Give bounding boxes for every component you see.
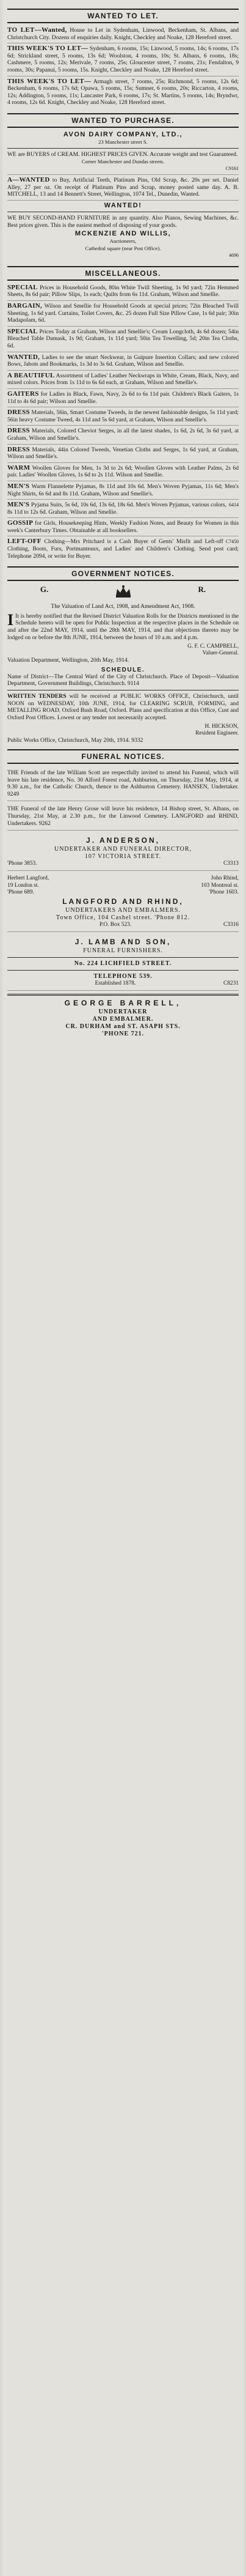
schedule-body: Name of District—The Central Ward of the City of Christchurch. Place of Deposit—Valuation Department, Government Buildings, Christchurch. — [7, 673, 239, 687]
ad-text: Warm Flannelette Pyjamas, 8s 11d and 10s 6d. Men's Woven Pyjamas, 11s 6d; Men's Night Shirts, 6s 6d and 8s 11d. Graham, Wilson and Smellie's. — [7, 483, 239, 497]
ad-lead: LEFT-OFF — [7, 538, 42, 546]
ad-lead: A—WANTED — [7, 176, 50, 183]
ad-text: Pyjama Suits, 5s 6d, 10s 6d, 13s 6d, 18s 6d. Men's Woven Pyjamas, various colors, 8s 11d to 12s 6d. Graham, Wilson and Smellie. — [7, 502, 226, 516]
signature-name: G. F. C. CAMPBELL, — [187, 643, 239, 650]
ad-text: Sydenham, 6 rooms, 15s; Linwood, 5 rooms, 14s; 6 rooms, 17s 6d; Strickland street, 5 rooms, 13s 6d; Woolston, 4 rooms, 10s; St. Albans, 6 rooms, 18s; Cashmere, 5 rooms, 12s; Merivale, 7 rooms, 25s; Gloucester street, 7 rooms, 21s; Fendalton, 9 rooms, 30s; Papanui, 5 rooms, 15s. Knight, Checkley and Noake, 128 Hereford street. — [7, 45, 239, 73]
ad-text: Materials, 56in, Smart Costume Tweeds, in the newest fashionable designs, 5s 11d yard; 56in heavy Costume Tweed, 4s 11d and 5s 6d yard, at Graham, Wilson and Smellie's. — [7, 409, 239, 423]
ad-text: WE BUY SECOND-HAND FURNITURE in any quantity. Also Pianos, Sewing Machines, &c. Best prices given. This is the easiest method of disposing of your goods. — [7, 215, 239, 229]
section-heading-wanted-to-purchase: WANTED TO PURCHASE. — [7, 113, 239, 128]
ad-code: 9114 — [127, 680, 139, 687]
firm-phone: 'PHONE 721. — [101, 1031, 145, 1038]
partner-left-name: Herbert Langford, — [7, 875, 49, 882]
ad-text: Assortment of Ladies' Leather Neckwraps in White, Cream, Black, Navy, and mixed colors. Prices from 1s 11d to 6s 6d each, at Graham, Wilson and Smellie's. — [7, 372, 239, 387]
classified-ad — [7, 446, 239, 463]
ad-text: WE are BUYERS of CREAM. HIGHEST PRICES GIVEN. Accurate weight and test Guaranteed. — [7, 151, 238, 158]
classified-ad — [7, 372, 239, 389]
ad-lead: A BEAUTIFUL — [7, 371, 55, 379]
firm-phone: TELEPHONE 539. — [93, 973, 153, 980]
ad-text: Ladies to see the smart Neckwear, in Guipure Insertion Collars; and new colored Bows, Jabots and Bookmarks, 1s 3d to 3s 6d. Graham, Wilson and Smellie. — [7, 353, 239, 368]
ad-code: 6414 — [229, 502, 239, 508]
partners-addresses — [7, 883, 239, 889]
ad-code: 4696 — [229, 253, 239, 259]
firm-address: CR. DURHAM and ST. ASAPH STS. — [65, 1023, 181, 1031]
funeral-text: THE Friends of the late William Scott are respectfully invited to attend his Funeral, which will leave his late residence, No. 30 Alford Forest road, Ashburton, on Thursday, 21st May, 1914, at 9.30 a.m., for the Catholic Church, thence to the Ashburton Cemetery. HANSEN, Undertaker. — [7, 769, 239, 791]
ad-extra: Corner Manchester and Dundas streets. — [81, 158, 165, 165]
classified-ad — [7, 303, 239, 327]
ad-lead: WARM — [7, 464, 31, 472]
ad-text: Materials, Colored Cheviot Serges, in all the latest shades, 1s 6d, 2s 6d, 3s 6d yard, at Graham, Wilson and Smellie's. — [7, 427, 239, 442]
classified-ad — [7, 483, 239, 500]
funeral-text: THE Funeral of the late Henry Grose will leave his residence, 14 Bishop street, St. Albans, on Thursday, 21st May, at 2.30 p.m., for the Linwood Cemetery. LANGFORD and RHIND, Undertakers. — [7, 805, 239, 827]
ad-text: Woollen Gloves for Men, 1s 3d to 2s 6d; Woollen Gloves with Leather Palms, 2s 6d pair. Ladies' Woollen Gloves, 1s 6d to 2s 11d. Wilson and Smellie. — [7, 464, 239, 479]
ad-text: Clothing—Mrs Pritchard is a Cash Buyer of Gents' Misfit and Left-off Clothing, Boots, Furs, Portmanteaux, and Ladies' and Children's Clothing. Send post card; Telephone 2094, or write for Buyer. — [7, 538, 239, 560]
anderson-ad — [7, 833, 239, 871]
ad-code: 9249 — [7, 790, 20, 798]
ad-firm-name: AVON DAIRY COMPANY, LTD., — [63, 130, 183, 138]
ad-code: C8231 — [223, 980, 239, 987]
government-notices — [7, 585, 239, 744]
ad-code: 9262 — [38, 820, 51, 827]
partners-names — [7, 875, 239, 882]
notice-text: It is hereby notified that the Revised District Valuation Rolls for the Districts mentioned in the Schedule hereto will be open for Public Inspection at the respective places in the Schedule on and after the 22nd MAY, 1914, until the 28th MAY, 1914, and that objections thereto may be lodged on or before the 8th JUNE, 1914, between the hours of 10 a.m. and 4 p.m. — [7, 612, 239, 641]
ad-text: to Buy, Artificial Teeth, Platinum Pins, Old Scrap, &c. 20s per set. Daniel Alley, 27 per oz. On receipt of Platinum Pins and Scrap, money posted same day. A. B. MITCHELL, 13 and 14 Bennett's Street, Wellington, 1074 Tel., Dunedin, Wanted. — [7, 176, 239, 198]
ad-text: for Ladies in Black, Fawn, Navy, 2s 6d to 6s 11d pair. Children's Black Gaiters, 1s 11d to 4s 6d pair; Wilson and Smellie. — [7, 390, 239, 405]
classified-ad — [7, 328, 239, 352]
misc-ads — [7, 284, 239, 561]
divider — [7, 148, 239, 149]
firm-trade: UNDERTAKER AND FUNERAL DIRECTOR, — [54, 846, 192, 853]
ad-text: Armagh street, 7 rooms, 25s; Richmond, 5 rooms, 12s 6d; Beckenham, 6 rooms, 17s 6d; Opawa, 5 rooms, 15s; Sumner, 6 rooms, 20s; Riccarton, 4 rooms, 12s; Addington, 5 rooms, 11s; Lancaster Park, 6 rooms, 17s; St. Martins, 5 rooms, 14s; Bryndwr, 4 rooms, 12s 6d. Knight, Checkley and Noake, 128 Hereford street. — [7, 78, 239, 106]
divider — [7, 957, 239, 958]
ad-lead: WANTED, — [7, 353, 40, 361]
ad-text: Materials, 44in Colored Tweeds, Venetian Cloths and Serges, 1s 6d yard, at Graham, Wilson and Smellie's. — [7, 446, 239, 461]
section-heading-government-notices: GOVERNMENT NOTICES. — [7, 566, 239, 581]
classified-ad — [7, 520, 239, 536]
firm-box-row — [7, 922, 239, 928]
firm-name: J. LAMB AND SON, — [74, 938, 172, 947]
classified-ad — [7, 538, 239, 561]
let-ads — [7, 27, 239, 108]
partner-right-name: John Rhind, — [211, 875, 239, 882]
partner-right-phone: 'Phone 1603. — [209, 889, 239, 895]
ad-text: for Girls, Housekeeping Hints, Weekly Fashion Notes, and Beauty for Women in this week's Canterbury Times. Obtainable at all booksellers. — [7, 520, 239, 534]
firm-address: No. 224 LICHFIELD STREET. — [74, 960, 172, 968]
section-heading-miscellaneous: MISCELLANEOUS. — [7, 266, 239, 281]
ad-lead: DRESS — [7, 445, 30, 453]
firm-address: 107 VICTORIA STREET. — [84, 853, 162, 861]
ad-lead: THIS WEEK'S TO LET— — [7, 45, 89, 53]
tender-place — [7, 737, 239, 744]
schedule-heading: SCHEDULE. — [101, 666, 145, 673]
ad-lead: DRESS — [7, 427, 30, 435]
partner-left-phone: 'Phone 689. — [7, 889, 34, 895]
ad-lead: SPECIAL — [7, 327, 38, 335]
firm-established: Established 1878. — [95, 980, 136, 987]
classified-ad — [7, 391, 239, 407]
funeral-notice — [7, 804, 239, 831]
classified-ad — [7, 177, 239, 201]
divider — [7, 994, 239, 996]
tender-signature — [7, 724, 239, 737]
ad-text: Prices in Household Goods, 80in White Twill Sheeting, 1s 9d yard; 72in Hemmed Sheets, 8s 6d pair; Pillow Slips, 1s each; Quilts from 6s 11d. Graham, Wilson and Smellie. — [7, 284, 239, 298]
ad-firm-name: MCKENZIE AND WILLIS, — [74, 230, 172, 238]
ad-lead: MEN'S — [7, 501, 30, 509]
ad-headline: WANTED! — [104, 201, 142, 209]
ad-lead: MEN'S — [7, 482, 30, 490]
partners-phones — [7, 889, 239, 896]
ad-code: C3316 — [223, 921, 239, 928]
tender-lead: WRITTEN TENDERS — [7, 693, 67, 700]
classified-ad — [7, 465, 239, 481]
ad-lead: GAITERS — [7, 390, 39, 398]
signature-name: H. HICKSON, — [204, 724, 239, 730]
classified-ad — [7, 409, 239, 426]
ad-lead: THIS WEEK'S TO LET— — [7, 77, 92, 85]
ad-lead: TO LET—Wanted, — [7, 26, 67, 34]
newspaper-page — [2, 0, 244, 2576]
act-title: The Valuation of Land Act, 1908, and Amendment Act, 1908. — [51, 603, 195, 610]
classified-ad — [7, 202, 239, 261]
classified-ad — [7, 502, 239, 518]
classified-ad — [7, 45, 239, 76]
firm-established-row — [7, 980, 239, 987]
signature-title: Resident Engineer. — [195, 730, 239, 737]
ad-firm-address: 23 Manchester street S. — [98, 138, 148, 145]
ad-text: House to Let in Sydenham, Linwood, Beckenham, St. Albans, and Christchurch City. Dozens of enquiries daily. Knight, Checkley and Noake, 128 Hereford street. — [7, 27, 239, 41]
signature-place: Valuation Department, Wellington, 20th May, 1914. — [7, 657, 129, 664]
section-heading-wanted-to-let: WANTED TO LET. — [7, 9, 239, 23]
valuation-notice — [7, 610, 239, 641]
classified-ad — [7, 354, 239, 371]
classified-ad — [7, 284, 239, 301]
firm-trade-2: AND EMBALMER. — [92, 1016, 154, 1023]
ad-firm-sub: Auctioneers, — [109, 238, 137, 245]
firm-phone-row — [7, 861, 239, 867]
ad-extra: Cathedral square (near Post Office). — [85, 245, 161, 251]
tender-place-text: Public Works Office, Christchurch, May 20th, 1914. — [7, 737, 130, 744]
schedule-text — [7, 673, 239, 687]
crown-icon — [114, 585, 132, 601]
ad-lead: BARGAIN, — [7, 302, 43, 310]
firm-name: GEORGE BARRELL, — [64, 999, 182, 1008]
purchase-ads — [7, 131, 239, 261]
royal-cipher — [7, 585, 239, 601]
firm-town-office: Town Office, 104 Cashel street. 'Phone 812. — [56, 914, 190, 921]
classified-ad — [7, 427, 239, 444]
firm-phone: 'Phone 3853. — [7, 861, 37, 867]
classified-ad — [7, 27, 239, 43]
ad-text: Prices Today at Graham, Wilson and Smellie's; Cream Longcloth, 4s 6d dozen; 54in Bleached Table Damask, 1s 9d; Graham, 1s 11d yard; 50in Tea Towelling, 5d; 20in Tea Cloths, 6d. — [7, 328, 239, 349]
partner-right-address: 103 Montreal st. — [201, 882, 239, 889]
partner-left-address: 19 London st. — [7, 882, 39, 889]
cipher-r: R. — [198, 585, 206, 594]
firm-trade: FUNERAL FURNISHERS. — [83, 947, 163, 955]
signature-title: Valuer-General. — [202, 650, 239, 657]
cipher-g: G. — [40, 585, 49, 594]
firm-box: P.O. Box 523. — [99, 921, 132, 928]
langford-rhind-ad — [7, 873, 239, 932]
firm-name: LANGFORD AND RHIND, — [62, 897, 184, 906]
ad-text: Wilson and Smellie for Household Goods at special prices; 72in Bleached Twill Sheeting, 1s 6d yard. Curtains, Toilet Covers, &c. 25 dozen Full Size Pillow Case, 1s 6d pair; 30in Madapolam, 6d. — [7, 303, 239, 324]
ad-code: C3313 — [223, 861, 239, 867]
classified-ad — [7, 78, 239, 108]
firm-trade: UNDERTAKERS AND EMBALMERS. — [65, 906, 181, 914]
dropcap: I — [7, 610, 14, 629]
signature-block — [7, 643, 239, 657]
ad-code: C9161 — [225, 166, 239, 172]
divider — [7, 970, 239, 971]
ad-lead: SPECIAL — [7, 283, 38, 291]
tender-text: will be received at PUBLIC WORKS OFFICE, Christchurch, until NOON on WEDNESDAY, 10th JUNE, 1914, for CLEARING SCRUB, FORMING, and METALLING ROAD, Oxford Bush Road, Oxford. Plans and specification at this Office, Cust and Oxford Post Offices. Lowest or any tender not necessarily accepted. — [7, 693, 239, 721]
funeral-notices — [7, 768, 239, 1038]
classified-ad — [7, 131, 239, 175]
tender-notice — [7, 693, 239, 721]
ad-lead: GOSSIP — [7, 519, 34, 527]
section-heading-funeral-notices: FUNERAL NOTICES. — [7, 749, 239, 764]
ad-lead: DRESS — [7, 409, 30, 416]
funeral-notice — [7, 768, 239, 801]
firm-name: J. ANDERSON, — [86, 836, 160, 845]
firm-trade: UNDERTAKER — [98, 1009, 148, 1016]
ad-code: 9332 — [131, 737, 143, 744]
barrell-ad — [7, 999, 239, 1038]
lamb-ad — [7, 935, 239, 991]
ad-code: C7450 — [225, 539, 239, 545]
